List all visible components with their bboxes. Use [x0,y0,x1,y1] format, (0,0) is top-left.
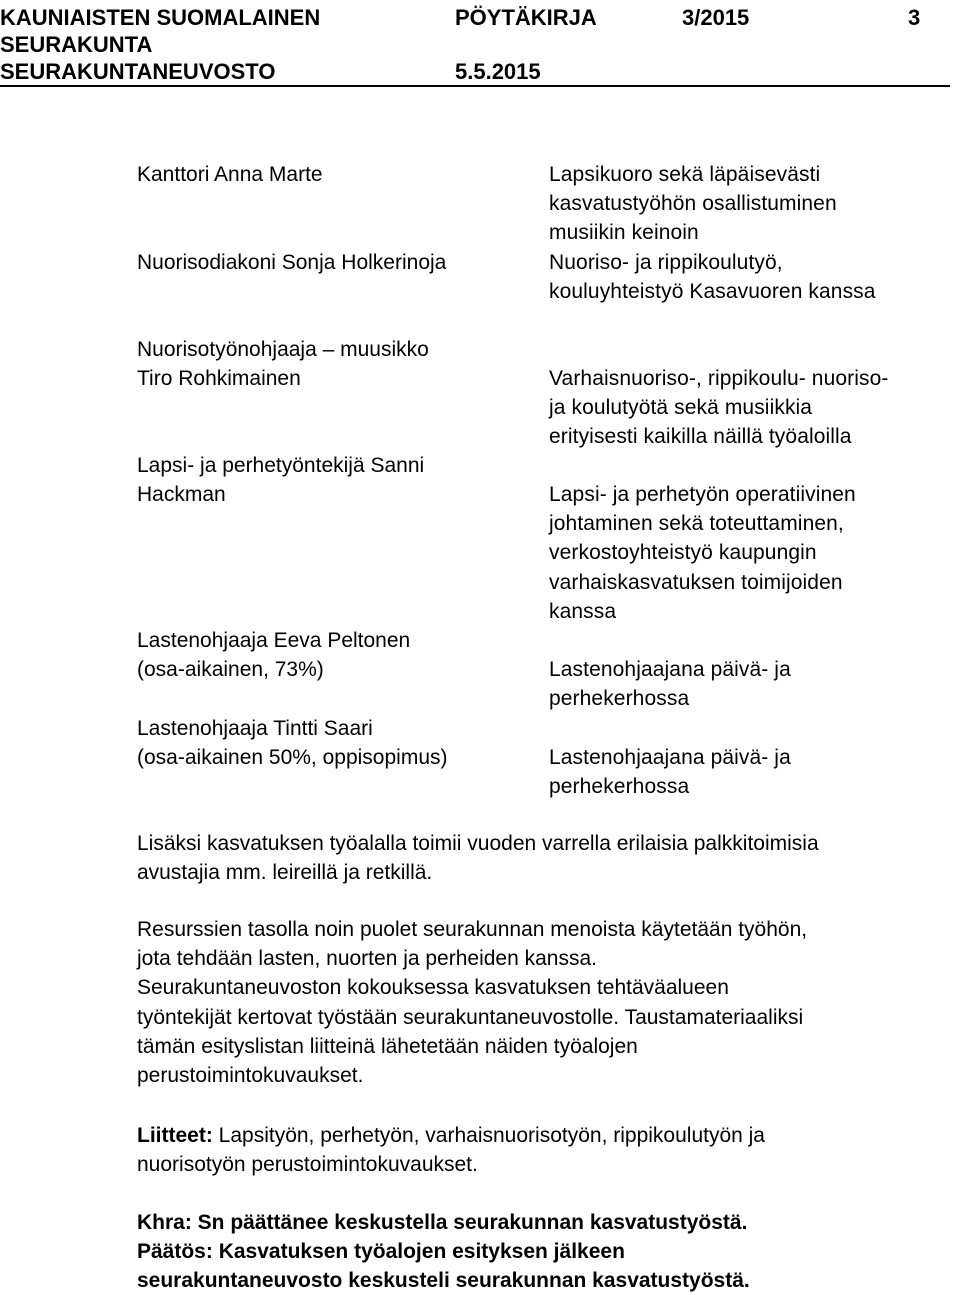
decision-paragraph: Päätös: Kasvatuksen työalojen esityksen jälkeen seurakuntaneuvosto keskusteli seurakunnan kasvatustyöstä. [137,1240,750,1293]
document-number: 3/2015 [682,5,750,30]
staff-name: Lastenohjaaja Tintti Saari (osa-aikainen 50%, oppisopimus) [137,717,448,770]
staff-task: Lapsikuoro sekä läpäisevästi kasvatustyöhön osallistuminen musiikin keinoin [549,163,837,245]
staff-task: Lapsi- ja perhetyön operatiivinen johtaminen sekä toteuttaminen, verkostoyhteistyö kaupungin varhaiskasvatuksen toimijoiden kanssa [549,483,856,623]
staff-name: Kanttori Anna Marte [137,163,323,186]
assistants-paragraph: Lisäksi kasvatuksen työalalla toimii vuoden varrella erilaisia palkkitoimisia avustajia mm. leireillä ja retkillä. [137,832,819,885]
proposal-paragraph: Khra: Sn päättänee keskustella seurakunnan kasvatustyöstä. [137,1211,748,1234]
staff-task: Varhaisnuoriso-, rippikoulu- nuoriso- ja koulutyötä sekä musiikkia erityisesti kaikilla näillä työaloilla [549,367,889,449]
staff-name: Nuorisodiakoni Sonja Holkerinoja [137,251,447,274]
organization-name: KAUNIAISTEN SUOMALAINEN [0,5,321,30]
meeting-date: 5.5.2015 [455,59,541,84]
attachments-label: Liitteet: [137,1124,213,1147]
council-name: SEURAKUNTANEUVOSTO [0,59,276,84]
attachments-text: Lapsityön, perhetyön, varhaisnuorisotyön, rippikoulutyön ja nuorisotyön perustoimintokuvaukset. [137,1124,765,1177]
document-type: PÖYTÄKIRJA [455,5,597,30]
staff-name: Lastenohjaaja Eeva Peltonen (osa-aikainen, 73%) [137,629,411,682]
organization-name-line2: SEURAKUNTA [0,32,153,57]
page-number: 3 [908,5,921,30]
staff-task: Nuoriso- ja rippikoulutyö, kouluyhteistyö Kasavuoren kanssa [549,251,876,304]
staff-name: Nuorisotyönohjaaja – muusikko Tiro Rohkimainen [137,338,429,391]
attachments-paragraph [137,1121,957,1179]
staff-task: Lastenohjaajana päivä- ja perhekerhossa [549,746,791,799]
staff-task: Lastenohjaajana päivä- ja perhekerhossa [549,658,791,711]
staff-name: Lapsi- ja perhetyöntekijä Sanni Hackman [137,454,425,507]
document-header [0,4,950,87]
resources-paragraph: Resurssien tasolla noin puolet seurakunnan menoista käytetään työhön, jota tehdään lasten, nuorten ja perheiden kanssa. Seurakuntaneuvoston kokouksessa kasvatuksen tehtäväalueen työntekijät kertovat työstään seurakuntaneuvostolle. Taustamateriaaliksi tämän esityslistan liitteinä lähetetään näiden työalojen perustoimintokuvaukset. [137,918,808,1088]
